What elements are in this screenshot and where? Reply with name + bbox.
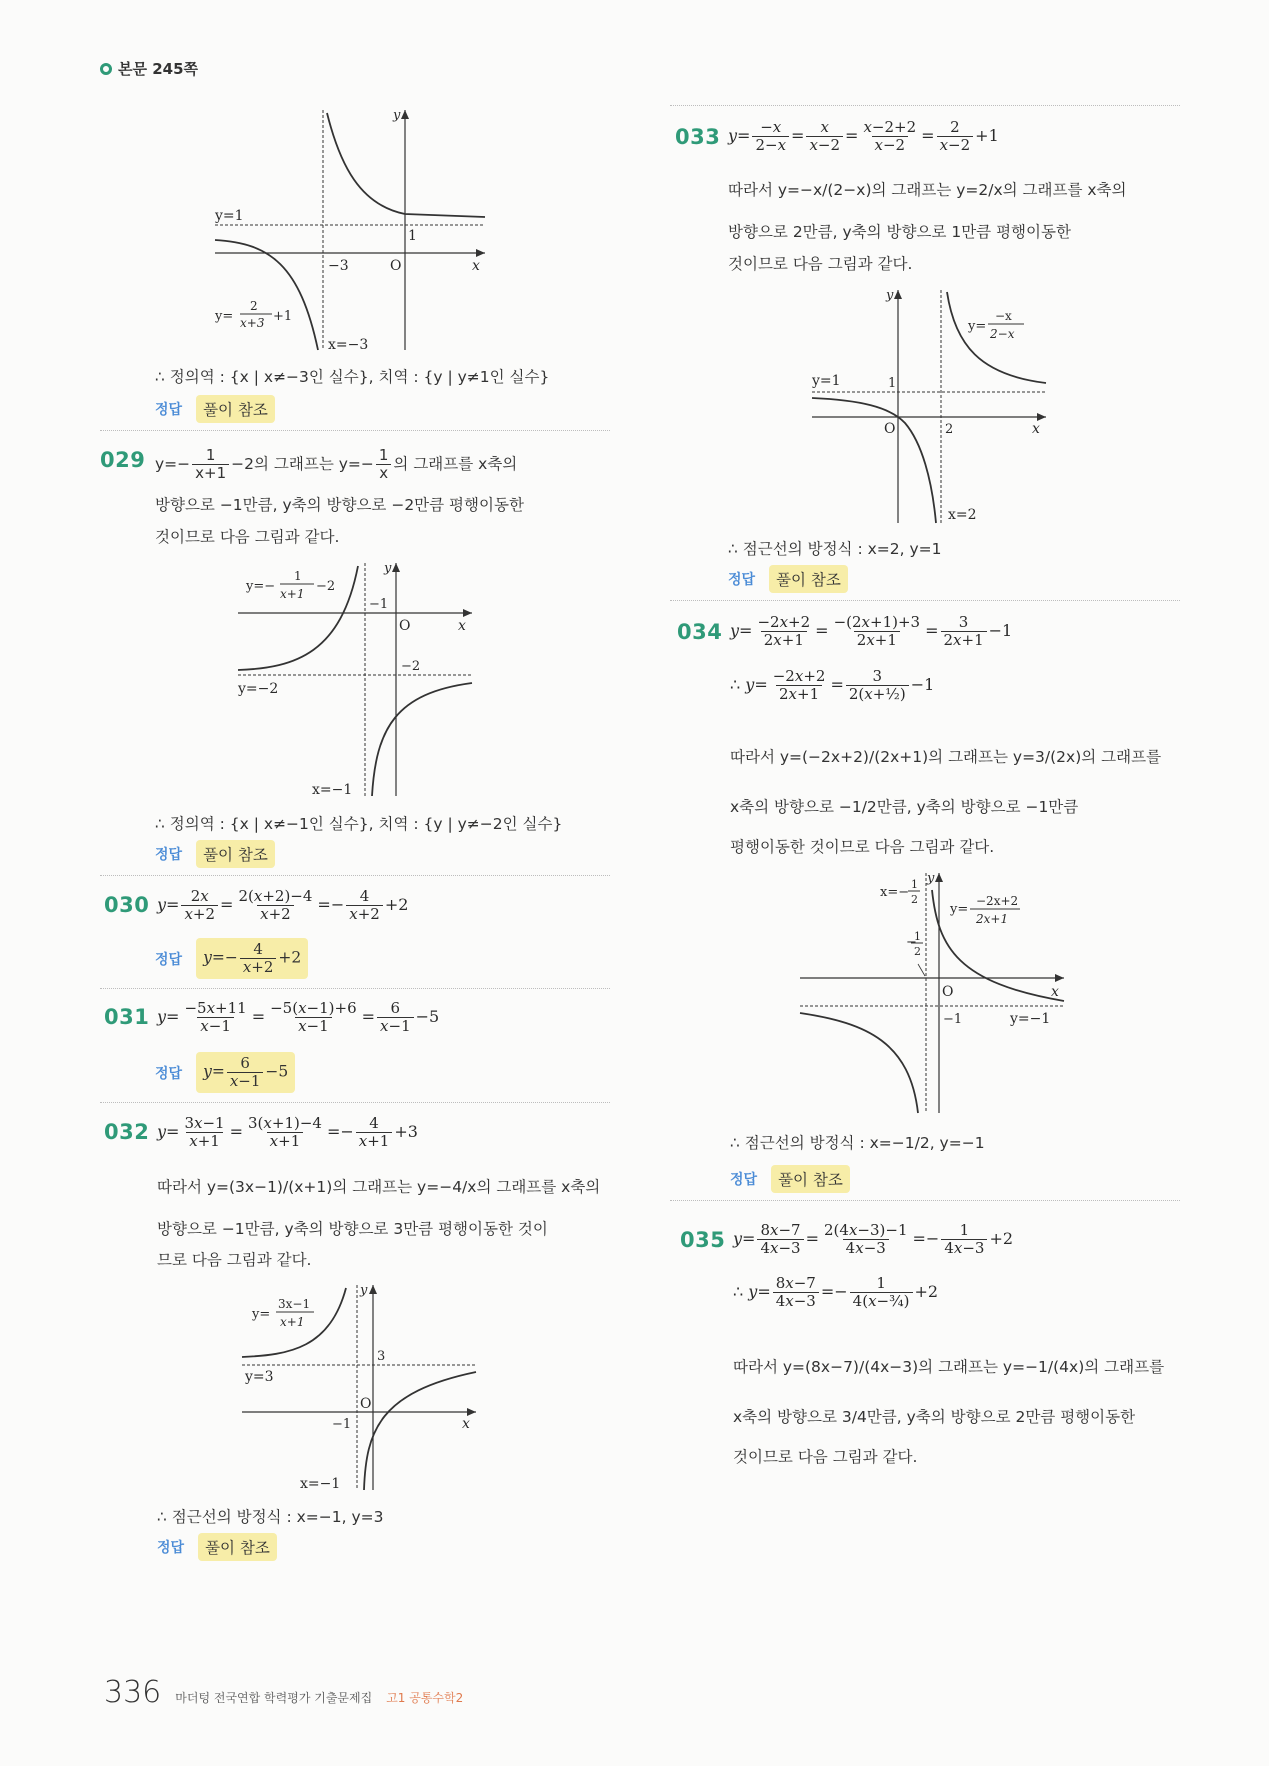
problem-032-line2: 따라서 y=(3x−1)/(x+1)의 그래프는 y=−4/x의 그래프를 x축의 [157, 1178, 601, 1196]
answer-label: 정답 [728, 572, 756, 588]
svg-text:y: y [927, 871, 935, 886]
svg-text:−x: −x [995, 309, 1012, 323]
svg-text:−1: −1 [943, 1012, 963, 1027]
answer-033 [728, 565, 848, 593]
svg-text:x+3: x+3 [240, 316, 265, 330]
answer-031 [155, 1052, 295, 1093]
svg-text:O: O [884, 421, 896, 437]
svg-text:y: y [384, 561, 392, 576]
svg-text:y: y [393, 108, 401, 123]
svg-text:−2x+2: −2x+2 [976, 894, 1019, 908]
svg-text:O: O [390, 258, 402, 274]
svg-text:1: 1 [294, 569, 302, 583]
svg-text:x: x [472, 258, 480, 274]
conclusion-034: ∴ 점근선의 방정식 : x=−1/2, y=−1 [730, 1134, 985, 1152]
divider [100, 875, 610, 876]
problem-034-equation2: ∴ y= $\frac{-2x+2}{2x+1}$ = $\frac{3}{\text{2(x+½)}}$ −1 [730, 667, 935, 703]
graph-033 [810, 285, 1050, 529]
svg-text:y=1: y=1 [812, 373, 841, 389]
answer-value: 풀이 참조 [196, 840, 275, 868]
svg-text:−2: −2 [316, 579, 336, 594]
problem-035-line4: x축의 방향으로 3/4만큼, y축의 방향으로 2만큼 평행이동한 [733, 1408, 1136, 1426]
answer-label: 정답 [155, 951, 183, 968]
answer-label: 정답 [155, 1065, 183, 1082]
problem-033-line4: 것이므로 다음 그림과 같다. [728, 255, 913, 273]
svg-text:3x−1: 3x−1 [278, 1297, 311, 1311]
svg-text:x=−3: x=−3 [328, 337, 369, 353]
problem-029-line3: 것이므로 다음 그림과 같다. [155, 528, 340, 546]
svg-text:y=: y= [968, 319, 987, 334]
page-reference [100, 58, 198, 79]
svg-text:y=: y= [252, 1307, 271, 1322]
problem-032-line3: 방향으로 −1만큼, y축의 방향으로 3만큼 평행이동한 것이 [157, 1220, 548, 1238]
graph-034 [798, 868, 1068, 1122]
book-subject: 고1 공통수학2 [386, 1691, 464, 1705]
divider [100, 430, 610, 431]
svg-text:x: x [462, 1416, 470, 1432]
problem-035-equation2: ∴ y= $\frac{8x-7}{4x-3}$ =− $\frac{1}{\text{4(x−¾)}}$ +2 [733, 1274, 939, 1310]
problem-032-line4: 므로 다음 그림과 같다. [157, 1251, 312, 1269]
svg-text:O: O [360, 1396, 372, 1412]
svg-text:1: 1 [914, 930, 921, 943]
svg-text:y=−2: y=−2 [238, 681, 279, 697]
svg-text:x=−1: x=−1 [312, 782, 353, 798]
svg-text:x=2: x=2 [948, 507, 977, 523]
svg-text:1: 1 [911, 878, 918, 891]
divider [670, 1200, 1180, 1201]
svg-text:−1: −1 [369, 597, 389, 612]
problem-032-equation: y= $\frac{3x-1}{x+1}$ = $\frac{3(x+1)-4}{x+1}$ =− $\frac{4}{x+1}$ +3 [157, 1114, 418, 1150]
circle-bullet-icon [100, 63, 112, 75]
svg-text:y=: y= [950, 902, 969, 917]
divider [100, 1102, 610, 1103]
page-number: 336 [104, 1675, 162, 1710]
problem-number-034: 034 [677, 620, 723, 644]
svg-text:−2: −2 [401, 659, 421, 674]
svg-text:y=3: y=3 [245, 1369, 274, 1385]
svg-text:+1: +1 [273, 309, 293, 324]
problem-number-032: 032 [104, 1120, 150, 1144]
problem-030-equation: y= $\frac{2x}{x+2}$ = $\frac{2(x+2)-4}{x+2}$ =− $\frac{4}{x+2}$ +2 [157, 887, 409, 923]
book-title: 마더텅 전국연합 학력평가 기출문제집 [175, 1691, 373, 1705]
answer-value: y=− $\frac{4}{x+2}$ +2 [196, 938, 308, 979]
reference-text: 본문 245쪽 [118, 60, 199, 78]
divider [670, 600, 1180, 601]
conclusion-028: ∴ 정의역 : {x | x≠−3인 실수}, 치역 : {y | y≠1인 실수} [155, 368, 550, 386]
graph-029 [236, 558, 476, 802]
conclusion-029: ∴ 정의역 : {x | x≠−1인 실수}, 치역 : {y | y≠−2인 실수} [155, 815, 563, 833]
problem-034-line5: 평행이동한 것이므로 다음 그림과 같다. [730, 838, 995, 856]
problem-033-line2: 따라서 y=−x/(2−x)의 그래프는 y=2/x의 그래프를 x축의 [728, 181, 1127, 199]
problem-number-029: 029 [100, 448, 146, 472]
graph-028 [210, 105, 490, 359]
svg-text:2−x: 2−x [990, 327, 1015, 341]
problem-029-line2: 방향으로 −1만큼, y축의 방향으로 −2만큼 평행이동한 [155, 496, 524, 514]
problem-035-line3: 따라서 y=(8x−7)/(4x−3)의 그래프는 y=−1/(4x)의 그래프를 [733, 1358, 1165, 1376]
svg-text:O: O [942, 984, 954, 1000]
svg-text:2: 2 [945, 422, 954, 437]
svg-text:y=−1: y=−1 [1010, 1011, 1051, 1027]
svg-text:x: x [458, 618, 466, 634]
divider [670, 105, 1180, 106]
svg-text:y: y [360, 1283, 368, 1298]
svg-text:y=1: y=1 [215, 208, 244, 224]
problem-031-equation: y= $\frac{-5x+11}{x-1}$ = $\frac{-5(x-1)+6}{x-1}$ = $\frac{6}{x-1}$ −5 [157, 999, 440, 1035]
svg-text:2: 2 [914, 945, 921, 958]
svg-text:2: 2 [911, 893, 918, 906]
answer-value: 풀이 참조 [771, 1165, 850, 1193]
svg-text:−1: −1 [332, 1417, 352, 1432]
answer-label: 정답 [155, 847, 183, 863]
svg-text:y=: y= [215, 309, 234, 324]
answer-034 [730, 1165, 850, 1193]
svg-text:2x+1: 2x+1 [976, 912, 1009, 926]
problem-035-equation: y= $\frac{8x-7}{4x-3}$ = $\frac{2(4x-3)-1}{4x-3}$ =− $\frac{1}{4x-3}$ +2 [733, 1221, 1014, 1257]
svg-text:1: 1 [888, 376, 897, 391]
problem-034-line3: 따라서 y=(−2x+2)/(2x+1)의 그래프는 y=3/(2x)의 그래프를 [730, 748, 1162, 766]
answer-value: y= $\frac{6}{x-1}$ −5 [196, 1052, 295, 1093]
answer-028 [155, 395, 275, 423]
svg-text:2: 2 [250, 299, 258, 313]
problem-033-equation: y= $\frac{-x}{2-x}$ = $\frac{x}{x-2}$ = $\frac{x-2+2}{x-2}$ = $\frac{2}{x-2}$ +1 [728, 118, 999, 154]
divider [100, 988, 610, 989]
problem-033-line3: 방향으로 2만큼, y축의 방향으로 1만큼 평행이동한 [728, 223, 1071, 241]
svg-text:x: x [1032, 421, 1040, 437]
svg-text:3: 3 [377, 1349, 386, 1364]
answer-032 [157, 1533, 277, 1561]
svg-text:x+1: x+1 [280, 1315, 305, 1329]
svg-text:x=−: x=− [880, 885, 910, 900]
problem-029-line1: y=− $\frac{1}{x+1}$ −2의 그래프는 y=− $\frac{1}{x}$ 의 그래프를 x축의 [155, 446, 518, 482]
svg-text:−3: −3 [328, 258, 349, 274]
svg-text:x=−1: x=−1 [300, 1476, 341, 1492]
conclusion-032: ∴ 점근선의 방정식 : x=−1, y=3 [157, 1508, 384, 1526]
answer-value: 풀이 참조 [769, 565, 848, 593]
problem-number-033: 033 [675, 125, 721, 149]
problem-number-031: 031 [104, 1005, 150, 1029]
answer-value: 풀이 참조 [198, 1533, 277, 1561]
page-footer [104, 1675, 463, 1710]
svg-text:y: y [886, 288, 894, 303]
conclusion-033: ∴ 점근선의 방정식 : x=2, y=1 [728, 540, 942, 558]
answer-label: 정답 [157, 1540, 185, 1556]
answer-label: 정답 [155, 402, 183, 418]
svg-text:x: x [1051, 984, 1059, 1000]
answer-value: 풀이 참조 [196, 395, 275, 423]
answer-label: 정답 [730, 1172, 758, 1188]
svg-text:−: − [906, 935, 917, 950]
svg-text:O: O [399, 618, 411, 634]
answer-029 [155, 840, 275, 868]
graph-032 [240, 1280, 480, 1499]
problem-number-030: 030 [104, 893, 150, 917]
answer-030 [155, 938, 308, 979]
problem-number-035: 035 [680, 1228, 726, 1252]
svg-text:1: 1 [408, 228, 417, 244]
svg-text:y=−: y=− [246, 579, 276, 594]
svg-text:x+1: x+1 [280, 587, 305, 601]
problem-035-line5: 것이므로 다음 그림과 같다. [733, 1448, 918, 1466]
problem-034-equation: y= $\frac{-2x+2}{2x+1}$ = $\frac{-(2x+1)+3}{2x+1}$ = $\frac{3}{2x+1}$ −1 [730, 613, 1013, 649]
problem-034-line4: x축의 방향으로 −1/2만큼, y축의 방향으로 −1만큼 [730, 798, 1079, 816]
